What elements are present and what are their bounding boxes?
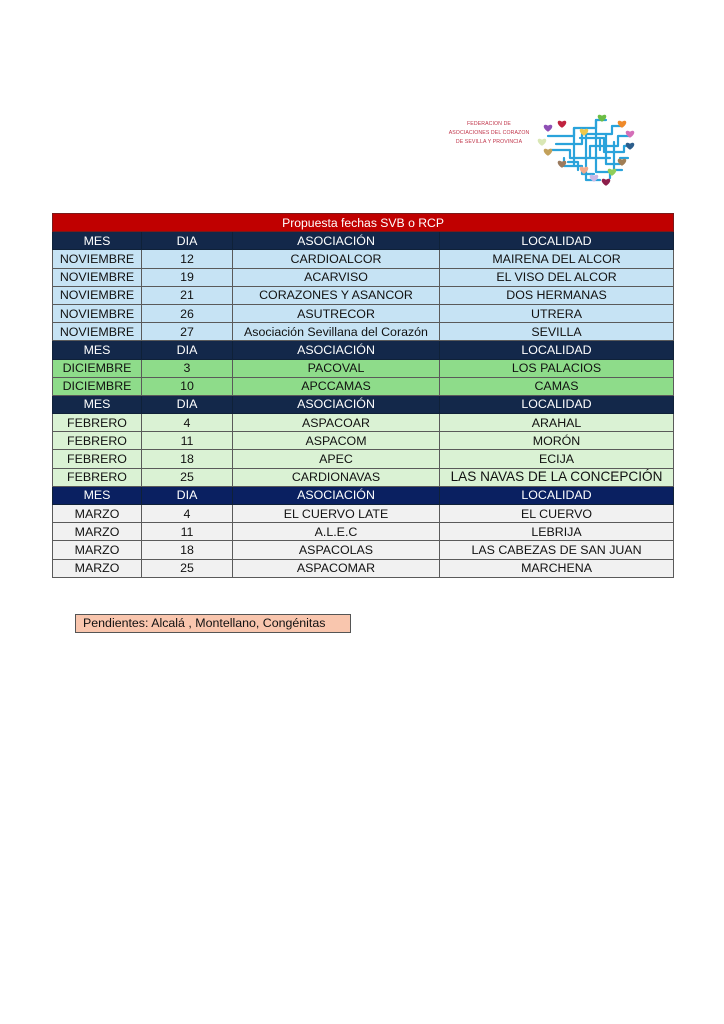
- table-title: Propuesta fechas SVB o RCP: [53, 214, 674, 232]
- column-header-localidad: LOCALIDAD: [440, 395, 674, 413]
- cell-dia: 19: [142, 268, 233, 286]
- cell-dia: 18: [142, 450, 233, 468]
- cell-dia: 18: [142, 541, 233, 559]
- table-row: [53, 268, 674, 286]
- heart-network-logo-icon: [534, 106, 646, 188]
- cell-asociacion: ASPACOLAS: [233, 541, 440, 559]
- cell-asociacion: Asociación Sevillana del Corazón: [233, 323, 440, 341]
- cell-asociacion: ACARVISO: [233, 268, 440, 286]
- cell-asociacion: CARDIOALCOR: [233, 250, 440, 268]
- cell-mes: NOVIEMBRE: [53, 250, 142, 268]
- cell-localidad: MORÓN: [440, 432, 674, 450]
- cell-localidad: MARCHENA: [440, 559, 674, 577]
- column-header-mes: MES: [53, 486, 142, 504]
- table-row: [53, 468, 674, 486]
- cell-localidad: LEBRIJA: [440, 523, 674, 541]
- cell-localidad: LAS NAVAS DE LA CONCEPCIÓN: [440, 468, 674, 486]
- column-header-asociacion: ASOCIACIÓN: [233, 341, 440, 359]
- cell-mes: MARZO: [53, 541, 142, 559]
- cell-mes: MARZO: [53, 523, 142, 541]
- heart-icon: [626, 143, 635, 150]
- cell-dia: 10: [142, 377, 233, 395]
- column-header-mes: MES: [53, 395, 142, 413]
- cell-dia: 25: [142, 468, 233, 486]
- cell-asociacion: APEC: [233, 450, 440, 468]
- logo-text-line: FEDERACION DE: [467, 121, 511, 127]
- pending-note: Pendientes: Alcalá , Montellano, Congénitas: [75, 614, 351, 633]
- table-row: [53, 505, 674, 523]
- section-header-row: [53, 341, 674, 359]
- table-row: [53, 359, 674, 377]
- cell-asociacion: ASPACOMAR: [233, 559, 440, 577]
- cell-dia: 4: [142, 505, 233, 523]
- column-header-mes: MES: [53, 232, 142, 250]
- logo-text-line: DE SEVILLA Y PROVINCIA: [455, 139, 523, 145]
- section-header-row: [53, 486, 674, 504]
- section-header-row: [53, 395, 674, 413]
- cell-dia: 21: [142, 286, 233, 304]
- table-row: [53, 541, 674, 559]
- cell-dia: 11: [142, 523, 233, 541]
- cell-mes: MARZO: [53, 505, 142, 523]
- heart-icon: [544, 149, 553, 156]
- cell-asociacion: CARDIONAVAS: [233, 468, 440, 486]
- logo-federation-name: [446, 120, 532, 147]
- cell-dia: 26: [142, 304, 233, 322]
- cell-asociacion: CORAZONES Y ASANCOR: [233, 286, 440, 304]
- cell-mes: DICIEMBRE: [53, 377, 142, 395]
- cell-localidad: EL VISO DEL ALCOR: [440, 268, 674, 286]
- column-header-dia: DIA: [142, 395, 233, 413]
- cell-mes: NOVIEMBRE: [53, 268, 142, 286]
- cell-dia: 11: [142, 432, 233, 450]
- table-row: [53, 250, 674, 268]
- column-header-localidad: LOCALIDAD: [440, 341, 674, 359]
- cell-mes: FEBRERO: [53, 414, 142, 432]
- column-header-mes: MES: [53, 341, 142, 359]
- column-header-asociacion: ASOCIACIÓN: [233, 232, 440, 250]
- cell-localidad: LAS CABEZAS DE SAN JUAN: [440, 541, 674, 559]
- column-header-localidad: LOCALIDAD: [440, 232, 674, 250]
- cell-mes: NOVIEMBRE: [53, 286, 142, 304]
- cell-asociacion: ASUTRECOR: [233, 304, 440, 322]
- logo-text-line: ASOCIACIONES DEL CORAZON: [448, 130, 530, 136]
- cell-localidad: CAMAS: [440, 377, 674, 395]
- cell-asociacion: ASPACOM: [233, 432, 440, 450]
- cell-dia: 27: [142, 323, 233, 341]
- column-header-asociacion: ASOCIACIÓN: [233, 395, 440, 413]
- cell-mes: MARZO: [53, 559, 142, 577]
- cell-localidad: DOS HERMANAS: [440, 286, 674, 304]
- table-row: [53, 323, 674, 341]
- cell-localidad: SEVILLA: [440, 323, 674, 341]
- cell-asociacion: ASPACOAR: [233, 414, 440, 432]
- cell-dia: 25: [142, 559, 233, 577]
- cell-mes: FEBRERO: [53, 450, 142, 468]
- cell-asociacion: A.L.E.C: [233, 523, 440, 541]
- table-row: [53, 414, 674, 432]
- column-header-dia: DIA: [142, 232, 233, 250]
- column-header-localidad: LOCALIDAD: [440, 486, 674, 504]
- heart-icon: [558, 121, 567, 128]
- cell-dia: 3: [142, 359, 233, 377]
- table-row: [53, 286, 674, 304]
- table-row: [53, 304, 674, 322]
- cell-mes: NOVIEMBRE: [53, 304, 142, 322]
- cell-dia: 4: [142, 414, 233, 432]
- table-row: [53, 450, 674, 468]
- cell-localidad: ARAHAL: [440, 414, 674, 432]
- column-header-asociacion: ASOCIACIÓN: [233, 486, 440, 504]
- section-header-row: [53, 232, 674, 250]
- cell-localidad: LOS PALACIOS: [440, 359, 674, 377]
- cell-mes: FEBRERO: [53, 468, 142, 486]
- schedule-table: [52, 213, 674, 578]
- table-row: [53, 523, 674, 541]
- table-title-row: [53, 214, 674, 232]
- cell-dia: 12: [142, 250, 233, 268]
- heart-icon: [602, 179, 611, 186]
- column-header-dia: DIA: [142, 341, 233, 359]
- column-header-dia: DIA: [142, 486, 233, 504]
- cell-asociacion: EL CUERVO LATE: [233, 505, 440, 523]
- cell-asociacion: APCCAMAS: [233, 377, 440, 395]
- cell-localidad: EL CUERVO: [440, 505, 674, 523]
- cell-mes: DICIEMBRE: [53, 359, 142, 377]
- cell-localidad: MAIRENA DEL ALCOR: [440, 250, 674, 268]
- heart-icon: [544, 125, 553, 132]
- cell-mes: NOVIEMBRE: [53, 323, 142, 341]
- cell-localidad: ECIJA: [440, 450, 674, 468]
- heart-icon: [538, 139, 547, 146]
- cell-asociacion: PACOVAL: [233, 359, 440, 377]
- table-row: [53, 432, 674, 450]
- cell-mes: FEBRERO: [53, 432, 142, 450]
- table-row: [53, 377, 674, 395]
- cell-localidad: UTRERA: [440, 304, 674, 322]
- table-row: [53, 559, 674, 577]
